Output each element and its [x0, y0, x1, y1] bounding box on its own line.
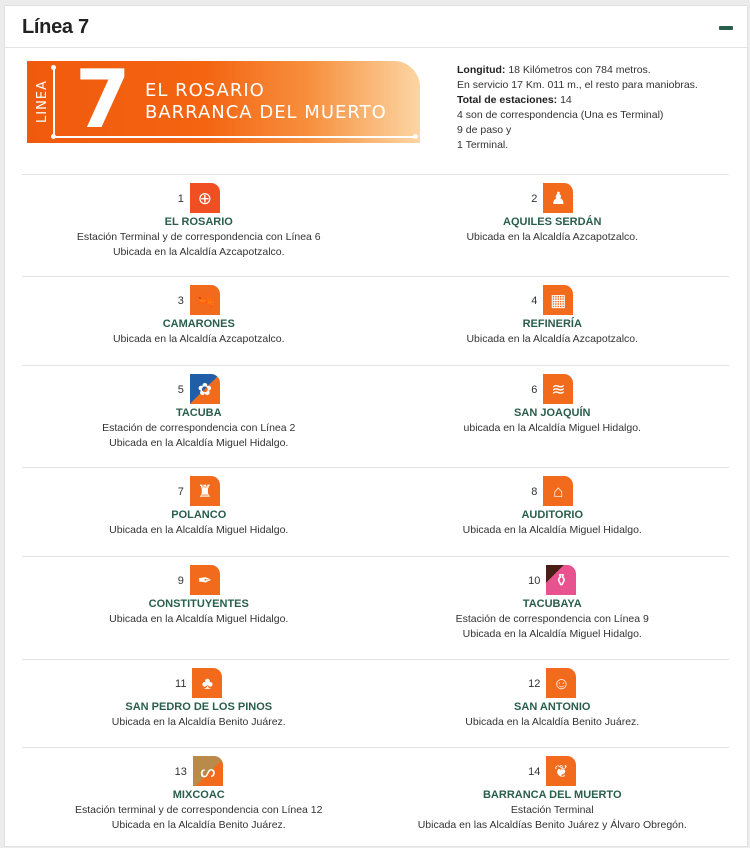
station-number: 4	[531, 295, 538, 307]
aquiles-serdan-bust-icon: ♟	[543, 183, 573, 213]
station-row	[22, 276, 729, 365]
station-desc: Ubicada en la Alcaldía Azcapotzalco.	[112, 333, 285, 345]
pine-trees-icon: ♣	[192, 668, 222, 698]
station-number: 7	[177, 486, 184, 498]
serpent-icon: ᔕ	[193, 756, 223, 786]
station-desc: Estación terminal y de correspondencia con Línea 12	[75, 804, 323, 816]
station-desc: Ubicada en las Alcaldías Benito Juárez y Álvaro Obregón.	[417, 819, 687, 831]
banner-divider	[53, 67, 55, 137]
station-name[interactable]: SAN JOAQUÍN	[514, 407, 591, 419]
station-number: 2	[531, 193, 538, 205]
station-desc: Ubicada en la Alcaldía Miguel Hidalgo.	[109, 613, 289, 625]
line-banner	[27, 61, 420, 143]
station-item	[376, 468, 730, 556]
tacuba-plants-icon: ✿	[190, 374, 220, 404]
station-number: 12	[528, 678, 541, 690]
station-name[interactable]: MIXCOAC	[172, 789, 225, 801]
banner-dot	[51, 134, 56, 139]
banner-dot	[413, 134, 418, 139]
longitud-label: Longitud:	[457, 64, 506, 76]
station-item	[376, 557, 730, 659]
station-name[interactable]: REFINERÍA	[522, 318, 582, 330]
station-name[interactable]: TACUBA	[175, 407, 222, 419]
line-panel	[4, 5, 748, 847]
banner-line-number: 7	[75, 61, 131, 143]
station-desc: Ubicada en la Alcaldía Azcapotzalco.	[466, 333, 639, 345]
servicio-text: En servicio 17 Km. 011 m., el resto para maniobras.	[457, 79, 698, 91]
station-desc: Ubicada en la Alcaldía Benito Juárez.	[465, 716, 640, 728]
station-name[interactable]: SAN ANTONIO	[514, 701, 591, 713]
banner-terminal-1: EL ROSARIO	[145, 80, 265, 101]
station-number: 3	[177, 295, 184, 307]
station-number: 13	[174, 766, 187, 778]
total-value: 14	[557, 94, 572, 106]
station-item	[376, 277, 730, 365]
station-desc: Ubicada en la Alcaldía Miguel Hidalgo.	[462, 524, 642, 536]
quill-pen-icon: ✒	[190, 565, 220, 595]
station-desc: Ubicada en la Alcaldía Azcapotzalco.	[112, 246, 285, 258]
station-item	[22, 557, 376, 659]
panel-header	[5, 6, 747, 48]
station-list	[22, 174, 729, 848]
rosary-icon: ⊕	[190, 183, 220, 213]
panel-title: Línea 7	[22, 16, 89, 38]
station-item	[22, 660, 376, 747]
station-row	[22, 747, 729, 848]
station-number: 10	[528, 575, 541, 587]
shrimp-icon: 🦐	[190, 285, 220, 315]
station-row	[22, 467, 729, 556]
paso-text: 9 de paso y	[457, 124, 512, 136]
station-item	[22, 277, 376, 365]
banner-dot	[51, 65, 56, 70]
station-name[interactable]: POLANCO	[171, 509, 227, 521]
station-desc: Estación Terminal y de correspondencia con Línea 6	[76, 231, 321, 243]
station-row	[22, 659, 729, 747]
clock-tower-icon: ♜	[190, 476, 220, 506]
station-name[interactable]: AUDITORIO	[521, 509, 584, 521]
station-number: 5	[177, 384, 184, 396]
station-item	[376, 366, 730, 467]
station-item	[22, 366, 376, 467]
station-name[interactable]: SAN PEDRO DE LOS PINOS	[125, 701, 273, 713]
total-label: Total de estaciones:	[457, 94, 558, 106]
station-name[interactable]: CONSTITUYENTES	[148, 598, 249, 610]
station-desc: Estación Terminal	[510, 804, 594, 816]
station-name[interactable]: BARRANCA DEL MUERTO	[482, 789, 622, 801]
station-name[interactable]: EL ROSARIO	[164, 216, 233, 228]
station-name[interactable]: TACUBAYA	[522, 598, 582, 610]
line-info	[457, 63, 698, 153]
station-desc: Ubicada en la Alcaldía Benito Juárez.	[111, 819, 286, 831]
station-number: 1	[177, 193, 184, 205]
banner-terminal-2: BARRANCA DEL MUERTO	[145, 102, 387, 123]
longitud-value: 18 Kilómetros con 784 metros.	[505, 64, 651, 76]
station-number: 9	[177, 575, 184, 587]
station-row	[22, 365, 729, 467]
station-number: 14	[528, 766, 541, 778]
station-number: 8	[531, 486, 538, 498]
station-name[interactable]: CAMARONES	[162, 318, 235, 330]
station-name[interactable]: AQUILES SERDÁN	[503, 216, 602, 228]
station-number: 6	[531, 384, 538, 396]
birds-icon: ❦	[546, 756, 576, 786]
correspondencia-text: 4 son de correspondencia (Una es Terminal)	[457, 109, 664, 121]
station-number: 11	[175, 678, 187, 690]
station-desc: Ubicada en la Alcaldía Miguel Hidalgo.	[109, 437, 289, 449]
refinery-icon: ▦	[543, 285, 573, 315]
station-row	[22, 556, 729, 659]
station-desc: Estación de correspondencia con Línea 2	[102, 422, 296, 434]
station-desc: ubicada en la Alcaldía Miguel Hidalgo.	[463, 422, 641, 434]
station-item	[22, 468, 376, 556]
terminal-text: 1 Terminal.	[457, 139, 509, 151]
banner-linea-word: LINEA	[34, 80, 50, 123]
station-desc: Ubicada en la Alcaldía Benito Juárez.	[111, 716, 286, 728]
station-item	[376, 660, 730, 747]
station-desc: Ubicada en la Alcaldía Miguel Hidalgo.	[462, 628, 642, 640]
station-desc: Estación de correspondencia con Línea 9	[455, 613, 649, 625]
station-desc: Ubicada en la Alcaldía Miguel Hidalgo.	[109, 524, 289, 536]
station-desc: Ubicada en la Alcaldía Azcapotzalco.	[466, 231, 639, 243]
collapse-minus-icon[interactable]	[719, 26, 733, 30]
auditorium-icon: ⌂	[543, 476, 573, 506]
station-item	[22, 748, 376, 848]
station-item	[376, 175, 730, 276]
station-item	[22, 175, 376, 276]
station-row	[22, 174, 729, 276]
tacubaya-jar-icon: ⚱	[546, 565, 576, 595]
san-joaquin-building-icon: ≋	[543, 374, 573, 404]
san-antonio-saint-icon: ☺	[546, 668, 576, 698]
station-item	[376, 748, 730, 848]
